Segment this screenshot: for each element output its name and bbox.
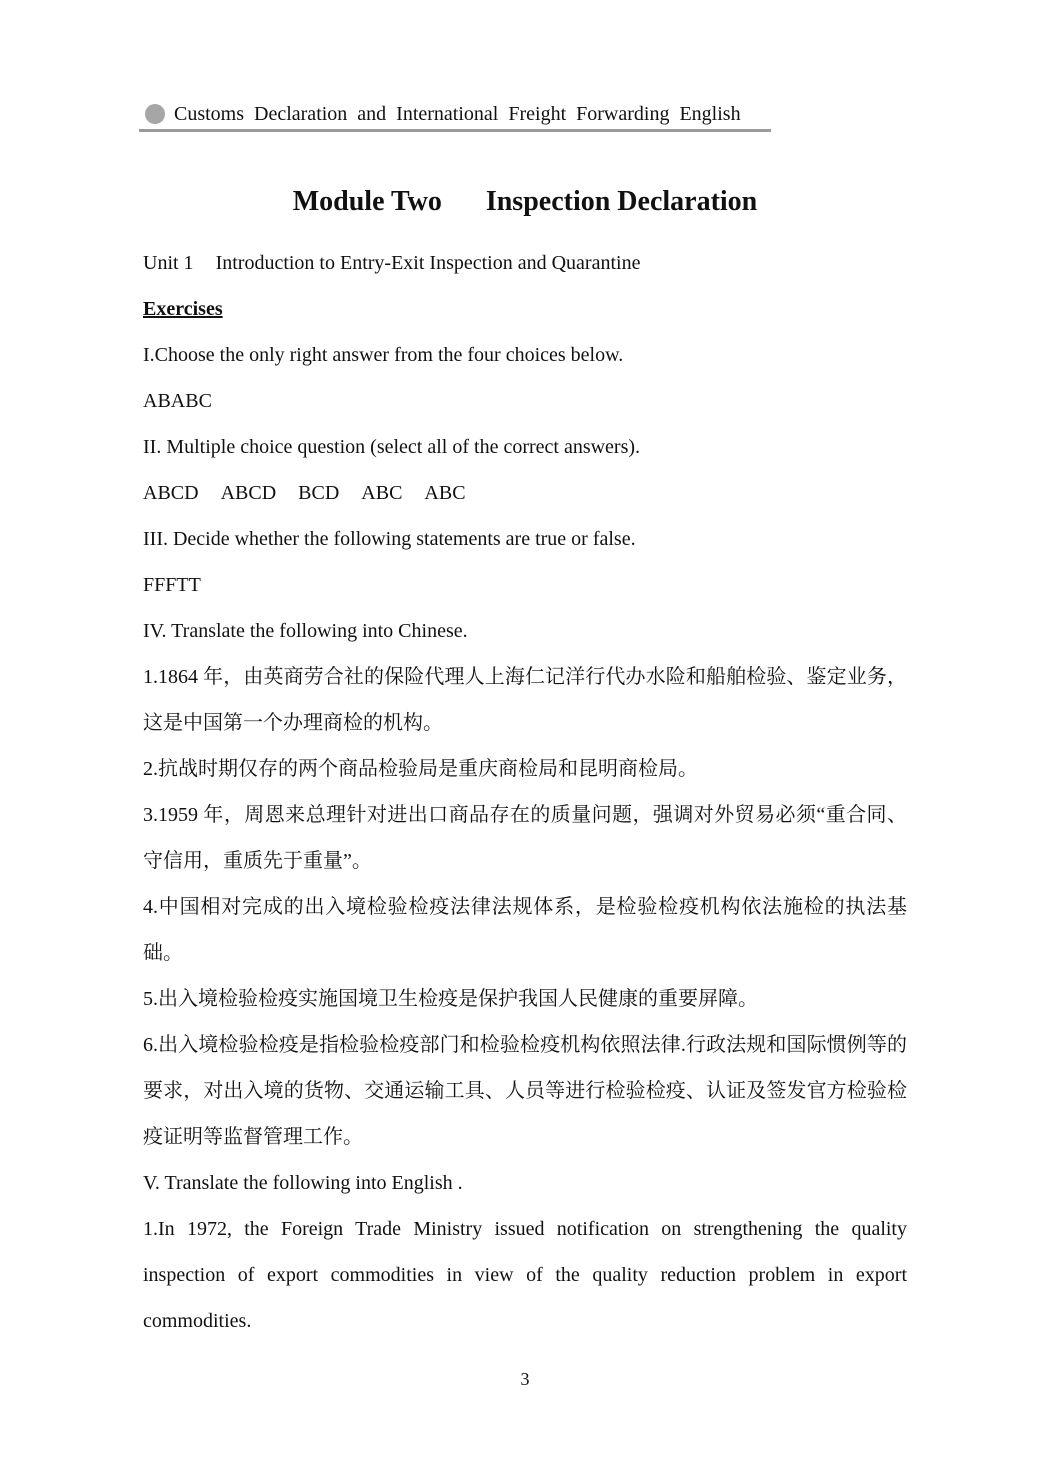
- translation-item: 5.出入境检验检疫实施国境卫生检疫是保护我国人民健康的重要屏障。: [143, 988, 758, 1010]
- translation-item: 2.抗战时期仅存的两个商品检验局是重庆商检局和昆明商检局。: [143, 758, 698, 780]
- section2-answer: BCD: [298, 482, 340, 504]
- section2-answer: ABCD: [220, 482, 277, 504]
- exercises-heading-text: Exercises: [143, 298, 223, 320]
- translation-item: 4.中国相对完成的出入境检验检疫法律法规体系，是检验检疫机构依法施检的执法基础。: [143, 896, 907, 964]
- translation-item: 1.In 1972, the Foreign Trade Ministry issued notification on strengthening the quality inspection of export commodities in view of the quality reduction problem in export commodities.: [143, 1218, 907, 1332]
- page-number: 3: [520, 1369, 530, 1389]
- unit-title: Introduction to Entry-Exit Inspection and Quarantine: [215, 252, 641, 274]
- page-content: [143, 240, 907, 1344]
- unit-label: Unit 1: [143, 252, 194, 274]
- translation-item: 3.1959 年，周恩来总理针对进出口商品存在的质量问题，强调对外贸易必须“重合同、守信用，重质先于重量”。: [143, 804, 907, 872]
- section5-instruction: V. Translate the following into English .: [143, 1172, 463, 1194]
- section3-answers: FFFTT: [143, 574, 201, 596]
- module-title-part1: Module Two: [292, 186, 442, 217]
- section2-answer: ABCD: [143, 482, 199, 504]
- section2-instruction: II. Multiple choice question (select all of the correct answers).: [143, 436, 641, 458]
- header-rule: [139, 129, 771, 132]
- header-bullet-dot: [145, 104, 165, 124]
- section2-answer: ABC: [361, 482, 403, 504]
- unit-heading: [143, 240, 907, 286]
- running-header: [139, 100, 771, 132]
- module-title-part2: Inspection Declaration: [485, 186, 758, 217]
- section1-answers: ABABC: [143, 390, 212, 412]
- translation-item: 6.出入境检验检疫是指检验检疫部门和检验检疫机构依照法律.行政法规和国际惯例等的要求，对出入境的货物、交通运输工具、人员等进行检验检疫、认证及签发官方检验检疫证明等监督管理工作。: [143, 1034, 907, 1148]
- module-title: [0, 184, 1050, 220]
- section2-answer: ABC: [424, 482, 466, 504]
- translation-item: 1.1864 年，由英商劳合社的保险代理人上海仁记洋行代办水险和船舶检验、鉴定业务，这是中国第一个办理商检的机构。: [143, 666, 907, 734]
- section3-instruction: III. Decide whether the following statements are true or false.: [143, 528, 636, 550]
- exercises-heading: [143, 286, 907, 332]
- section4-instruction: IV. Translate the following into Chinese.: [143, 620, 468, 642]
- section2-answers: [143, 470, 907, 516]
- running-header-text: Customs Declaration and International Freight Forwarding English: [174, 103, 741, 125]
- section1-instruction: I.Choose the only right answer from the four choices below.: [143, 344, 624, 366]
